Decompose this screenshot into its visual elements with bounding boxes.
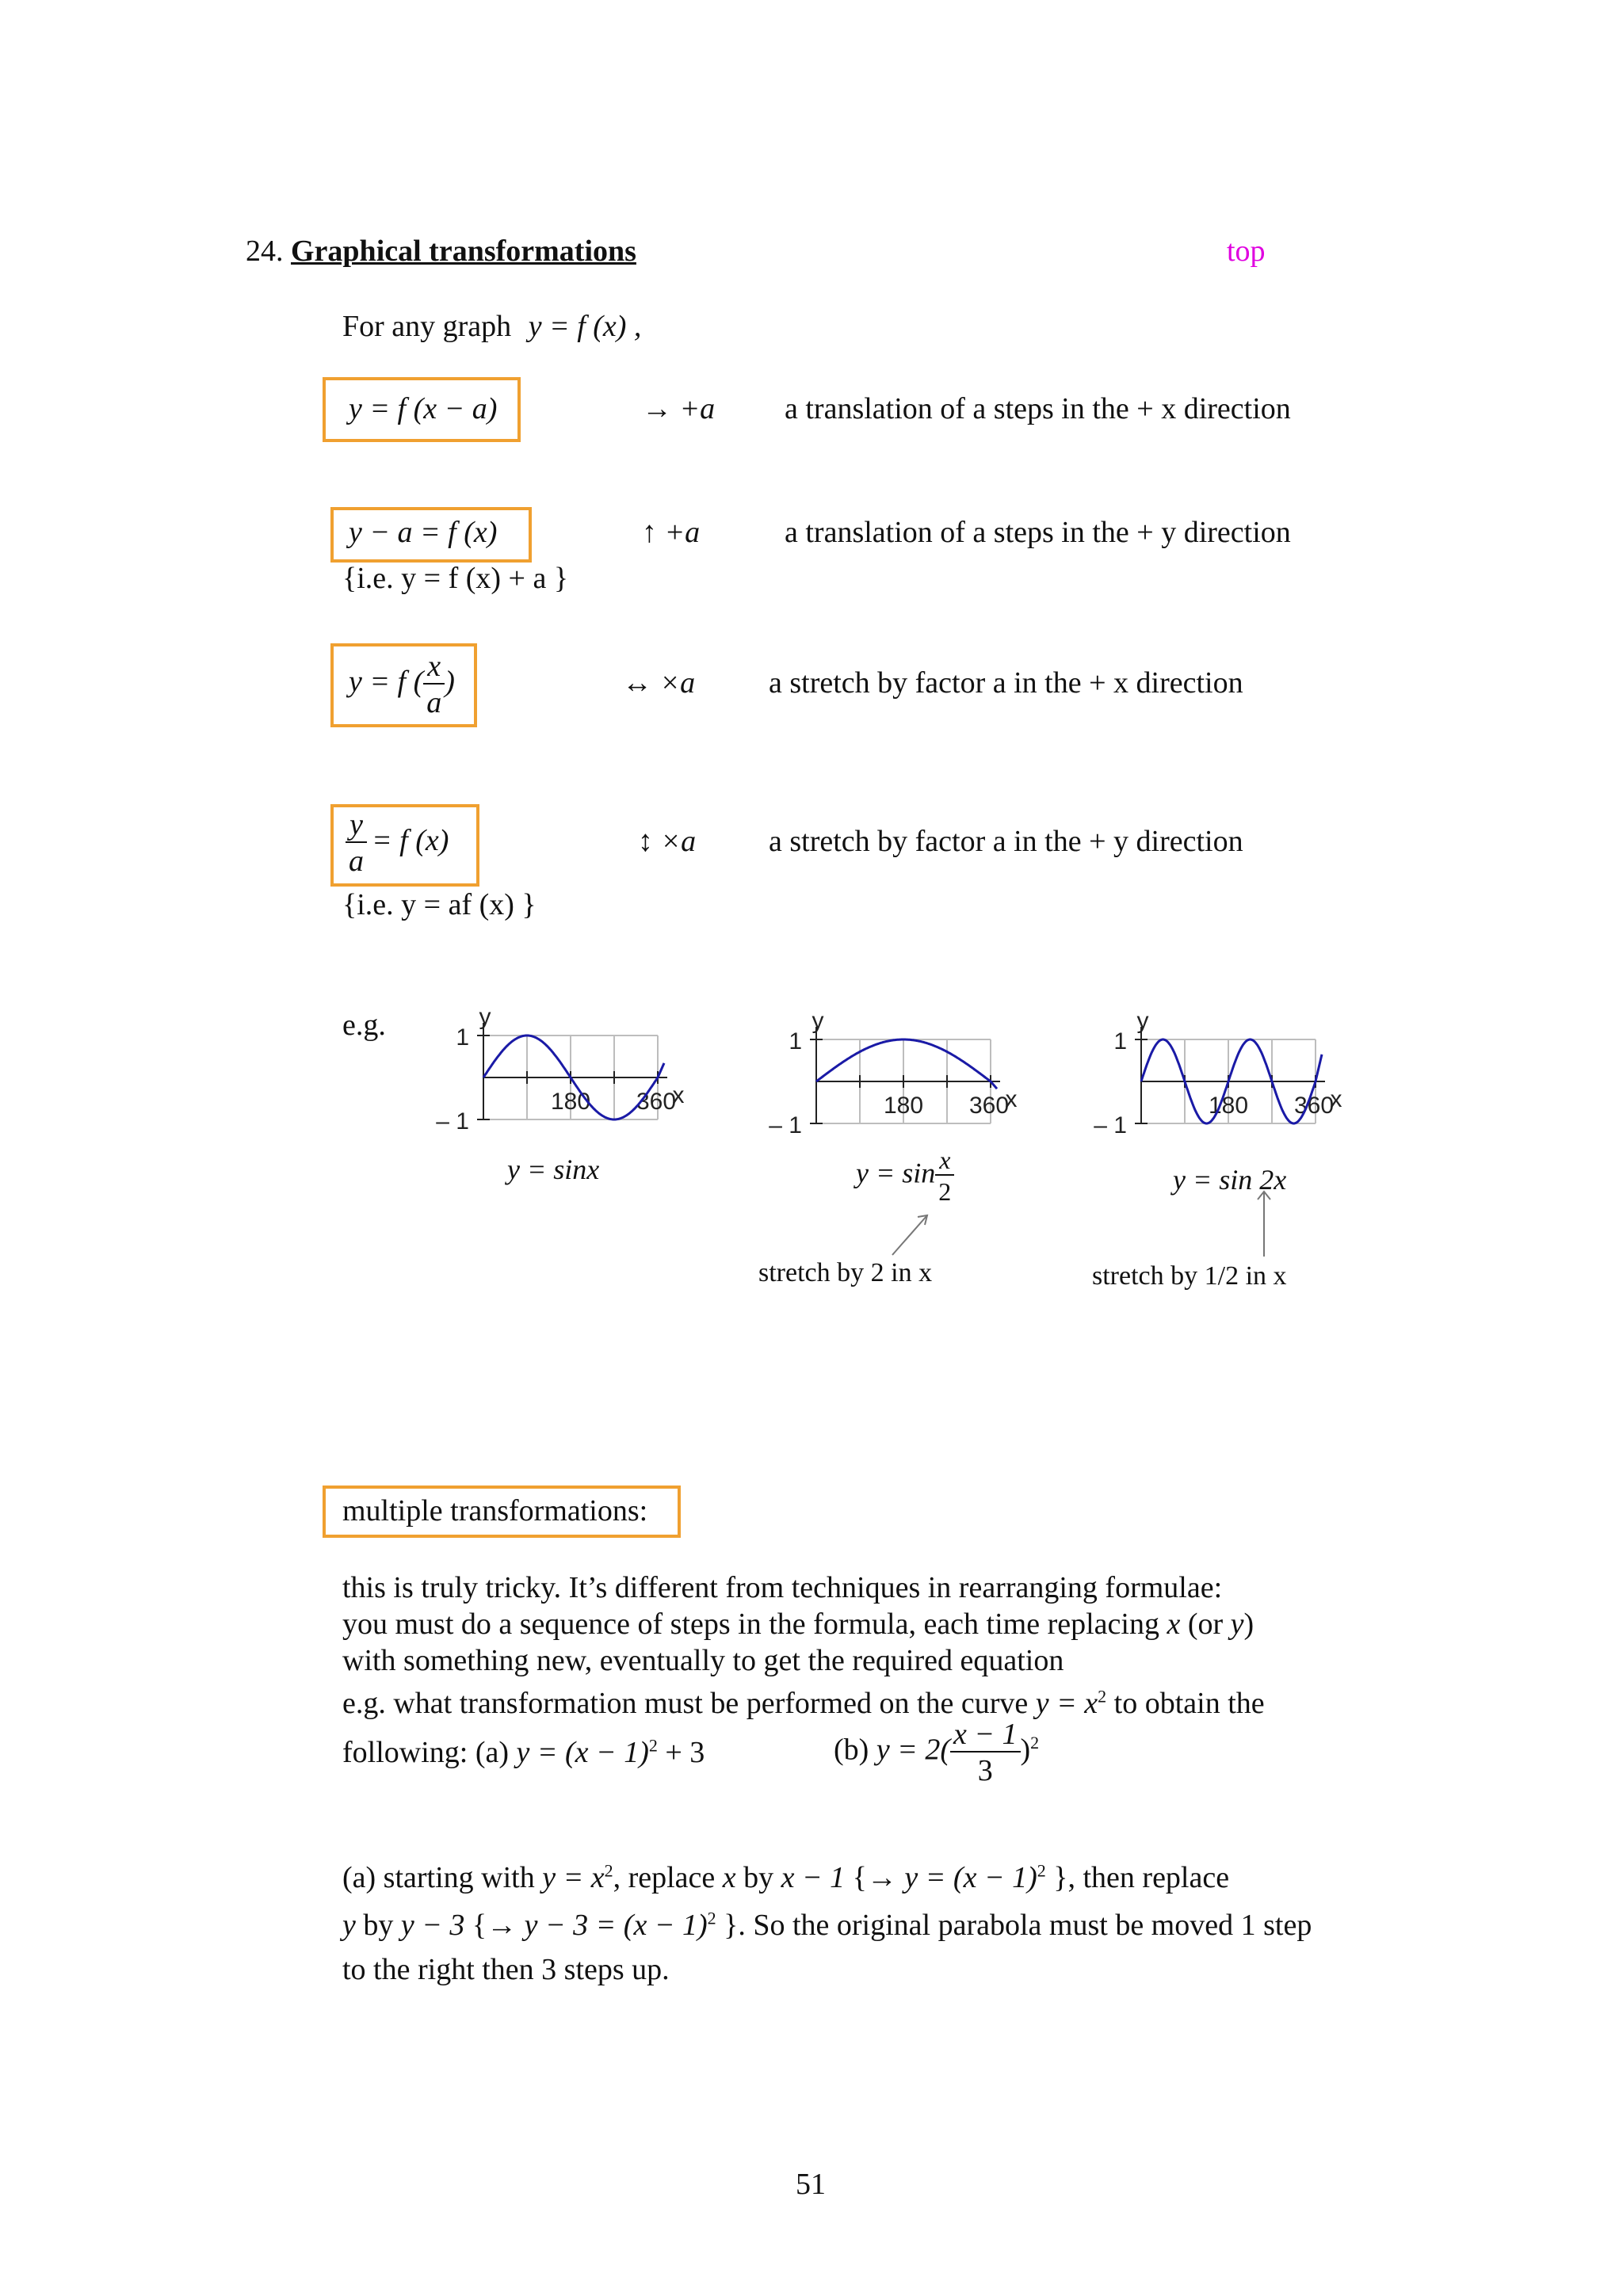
y-axis-label: y [812,1008,824,1034]
graph-2-caption [856,1147,954,1204]
graph-sin-x [412,1002,697,1137]
para-line-5-sup-a: 2 [648,1735,658,1756]
para-line-5-b-numerator: x − 1 [950,1719,1021,1753]
solution-2-e: y − 3 = (x − 1) [524,1909,708,1942]
para-line-5-b-label: (b) [834,1733,876,1767]
graph-sin-2x [1070,1006,1355,1141]
rule-4-fraction [346,810,367,876]
para-line-3: with something new, eventually to get the required equation [342,1644,1064,1677]
para-line-5-b [834,1719,1039,1786]
graph-sin-x-over-2 [745,1006,1030,1141]
graph-2-caption-denominator: 2 [938,1177,952,1206]
rule-3-numerator: x [423,651,445,685]
rule-2-note: {i.e. y = f (x) + a } [342,562,569,595]
solution-2-y: y [342,1909,356,1942]
solution-1-h: {→ [845,1861,905,1894]
annotation-arrow-2 [1252,1188,1276,1260]
solution-1-sup2: 2 [1037,1860,1046,1881]
para-line-4-sup: 2 [1098,1686,1107,1707]
graph-1-caption-var: x [586,1154,600,1185]
para-line-5-b-fraction [950,1719,1021,1786]
solution-2-b: by [355,1909,401,1942]
x-tick-label-360: 360 [968,1093,1010,1119]
x-axis-label: x [1005,1086,1018,1112]
solution-1-x: x [722,1861,736,1894]
intro-equation: y = f (x) , [528,310,642,343]
x-tick-label-180: 180 [1208,1093,1249,1119]
para-line-2-e: ) [1243,1608,1254,1641]
top-link[interactable]: top [1227,235,1266,268]
graph-3-caption-var: x [1274,1164,1287,1196]
para-line-5-b-pre: y = 2( [876,1733,950,1767]
para-line-1: this is truly tricky. It’s different from techniques in rearranging formulae: [342,1571,1223,1604]
graph-1-caption [507,1153,599,1186]
y-tick-label-bottom: – 1 [436,1108,469,1135]
para-line-2-c: (or [1180,1608,1231,1641]
solution-1-g: x − 1 [781,1861,846,1894]
solution-2-c: y − 3 [400,1909,465,1942]
solution-1-eq: y = x [542,1861,605,1894]
solution-line-1 [342,1860,1229,1895]
intro-text: For any graph [342,310,512,343]
y-tick-label-bottom: – 1 [769,1112,802,1138]
para-line-5-b-sup: 2 [1030,1733,1040,1753]
section-number: 24. [246,235,284,268]
graph-2-caption-fraction [935,1147,954,1204]
para-line-2-y: y [1230,1608,1244,1641]
solution-1-a: (a) starting with [342,1861,543,1894]
para-line-4-eq: y = x [1035,1687,1098,1720]
intro-line [342,309,641,344]
x-tick-label-360: 360 [636,1089,677,1115]
rule-2-description: a translation of a steps in the + y direction [785,516,1291,549]
para-line-2-x: x [1167,1608,1181,1641]
rule-3-formula-post: ) [445,665,455,699]
solution-1-k: }, then replace [1045,1861,1230,1894]
annotation-arrow-1 [888,1204,935,1260]
annotation-stretch-2: stretch by 2 in x [758,1258,933,1287]
x-tick-label-180: 180 [883,1093,924,1119]
y-tick-label-top: 1 [1113,1028,1127,1055]
rule-3-description: a stretch by factor a in the + x direction [769,666,1243,700]
rule-1-formula: y = f (x − a) [349,392,498,425]
para-line-4-d: to obtain the [1106,1687,1265,1720]
solution-line-3: to the right then 3 steps up. [342,1953,670,1986]
solution-2-sup: 2 [707,1908,716,1928]
x-axis-label: x [1330,1086,1342,1112]
rule-4-description: a stretch by factor a in the + y direction [769,825,1243,858]
graph-1-caption-text: y = sin [507,1154,587,1185]
rule-2-formula: y − a = f (x) [349,516,498,549]
x-tick-label-360: 360 [1293,1093,1335,1119]
solution-2-d: {→ [464,1909,525,1942]
solution-1-i: y = (x − 1) [904,1861,1037,1894]
rule-4-numerator: y [346,810,367,843]
section-heading [246,234,636,269]
rule-3-fraction [423,651,445,718]
rule-4-formula [346,810,449,876]
para-line-4-a: e.g. what transformation must be performed on the curve [342,1687,1036,1720]
annotation-stretch-half: stretch by 1/2 in x [1092,1261,1287,1291]
solution-1-f: by [735,1861,781,1894]
para-line-4 [342,1686,1265,1721]
rule-3-formula [349,651,455,718]
para-line-5-b-close: ) [1020,1733,1031,1767]
para-line-5-eq-a: y = (x − 1) [516,1736,649,1769]
rule-3-denominator: a [426,686,442,719]
section-title: Graphical transformations [291,235,636,268]
eg-label: e.g. [342,1009,386,1042]
rule-4-note: {i.e. y = af (x) } [342,888,537,921]
para-line-5-a: following: (a) [342,1736,517,1769]
page-number: 51 [796,2168,826,2201]
rule-3-symbol: ↔ ×a [622,666,696,700]
para-line-5 [342,1735,705,1770]
solution-1-d: , replace [613,1861,723,1894]
rule-2-symbol: ↑ +a [642,516,701,549]
solution-2-g: }. So the original parabola must be moved 1 step [716,1909,1312,1942]
graph-3-caption-text: y = sin 2 [1173,1164,1274,1196]
multiple-transformations-label: multiple transformations: [342,1494,648,1527]
para-line-5-b-denominator: 3 [977,1754,993,1787]
graph-2-caption-numerator: x [935,1147,954,1176]
y-tick-label-bottom: – 1 [1094,1112,1127,1138]
para-line-2 [342,1607,1254,1642]
graph-2-caption-text: y = sin [856,1157,936,1189]
y-tick-label-top: 1 [789,1028,802,1055]
solution-1-sup: 2 [604,1860,613,1881]
rule-4-denominator: a [349,845,364,878]
rule-4-symbol: ↕ ×a [638,825,697,858]
x-axis-label: x [672,1082,685,1108]
rule-1-description: a translation of a steps in the + x direction [785,392,1291,425]
rule-3-formula-pre: y = f ( [349,665,424,699]
x-tick-label-180: 180 [550,1089,591,1115]
para-line-5-d: + 3 [657,1736,705,1769]
y-axis-label: y [1136,1008,1149,1034]
y-tick-label-top: 1 [456,1024,469,1051]
rule-4-formula-post: = f (x) [372,823,449,857]
rule-1-symbol: → +a [642,392,716,425]
para-line-2-a: you must do a sequence of steps in the formula, each time replacing [342,1608,1167,1641]
y-axis-label: y [479,1004,491,1030]
solution-line-2 [342,1908,1312,1943]
